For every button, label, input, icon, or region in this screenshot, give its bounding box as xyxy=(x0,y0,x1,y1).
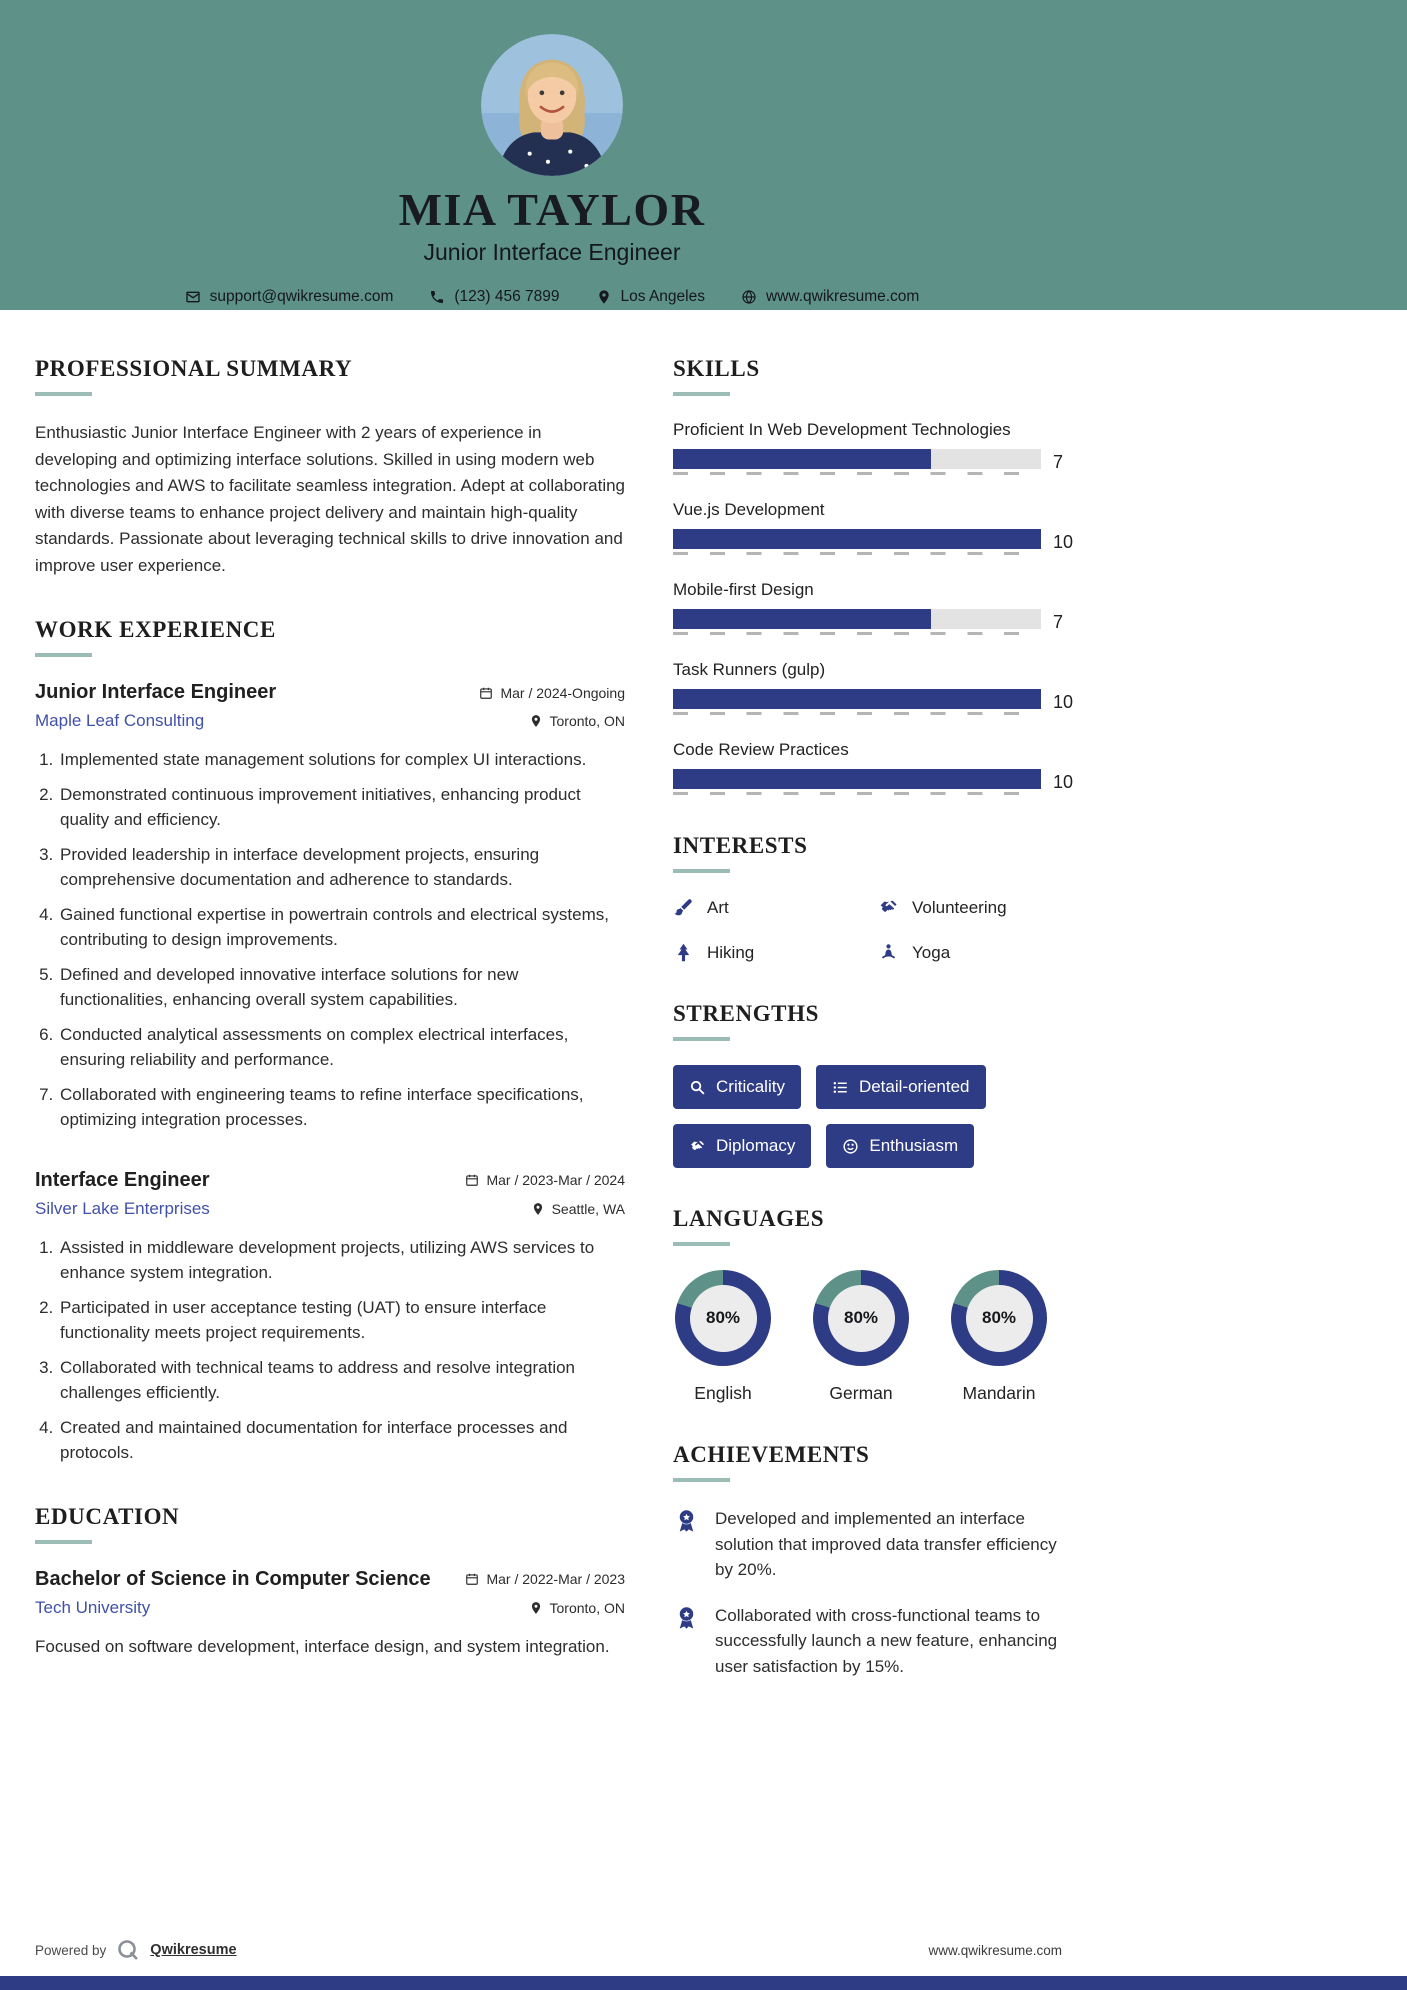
achievement-text: Collaborated with cross-functional teams to successfully launch a new feature, enhancing user satisfaction by 15%. xyxy=(715,1605,1058,1676)
interest-label: Art xyxy=(707,897,729,917)
language-label: English xyxy=(694,1383,752,1403)
yoga-icon xyxy=(878,942,899,963)
heading-rule xyxy=(673,1242,730,1246)
strength-label: Enthusiasm xyxy=(869,1136,959,1155)
phone-text: (123) 456 7899 xyxy=(454,288,560,306)
skill-item xyxy=(673,580,1070,635)
education-description: Focused on software development, interface design, and system integration. xyxy=(35,1636,610,1656)
summary-heading: PROFESSIONAL SUMMARY xyxy=(35,356,353,381)
magnifier-icon xyxy=(689,1079,706,1096)
strength-pill xyxy=(826,1124,974,1168)
achievements-heading: ACHIEVEMENTS xyxy=(673,1442,870,1467)
skill-value: 10 xyxy=(1053,691,1074,712)
map-pin-icon xyxy=(529,1601,543,1615)
map-pin-icon xyxy=(529,714,543,728)
experience-bullet: 4. Created and maintained documentation for interface processes and protocols. xyxy=(58,1415,625,1466)
interests-heading: INTERESTS xyxy=(673,833,808,858)
powered-by xyxy=(35,1938,237,1962)
paintbrush-icon xyxy=(673,897,694,918)
skill-bar xyxy=(673,769,1041,795)
skills-heading: SKILLS xyxy=(673,356,760,381)
skill-label: Code Review Practices xyxy=(673,740,849,759)
language-label: German xyxy=(829,1383,893,1403)
language-item xyxy=(811,1270,911,1404)
map-pin-icon xyxy=(596,289,612,305)
location-text: Los Angeles xyxy=(620,288,705,306)
experience-bullet: 7. Collaborated with engineering teams to refine interface specifications, optimizing integration processes. xyxy=(58,1082,625,1133)
company-link[interactable]: Maple Leaf Consulting xyxy=(35,711,205,731)
achievement-icon xyxy=(673,1605,700,1632)
heading-rule xyxy=(673,869,730,873)
languages-heading: LANGUAGES xyxy=(673,1206,825,1231)
experience-bullet: 1. Implemented state management solutions for complex UI interactions. xyxy=(58,747,625,773)
candidate-name: MIA TAYLOR xyxy=(398,184,706,235)
strength-pills xyxy=(673,1065,1070,1168)
right-column xyxy=(673,356,1074,1717)
job-head xyxy=(35,1169,625,1192)
skill-item xyxy=(673,420,1070,475)
skill-label: Mobile-first Design xyxy=(673,580,814,599)
language-item xyxy=(949,1270,1049,1404)
heading-rule xyxy=(35,1540,92,1544)
education-entry xyxy=(35,1568,625,1660)
mail-icon xyxy=(185,289,201,305)
skill-bar-fill xyxy=(673,769,1041,789)
education-dates-text: Mar / 2022-Mar / 2023 xyxy=(486,1571,625,1588)
heading-rule xyxy=(673,1478,730,1482)
section-skills xyxy=(673,356,1074,795)
job-dates-text: Mar / 2023-Mar / 2024 xyxy=(486,1172,625,1189)
education-dates xyxy=(465,1571,625,1587)
contact-row xyxy=(185,288,920,306)
smiley-icon xyxy=(842,1138,859,1155)
job-title: Junior Interface Engineer xyxy=(35,681,277,704)
strength-pill xyxy=(816,1065,986,1109)
job-location xyxy=(531,1201,625,1217)
phone-icon xyxy=(429,289,445,305)
pine-tree-icon xyxy=(673,942,694,963)
strength-pill xyxy=(673,1065,801,1109)
skill-bar-ticks xyxy=(673,792,1041,795)
skill-value: 10 xyxy=(1053,771,1074,792)
job-head xyxy=(35,681,625,704)
portrait-photo xyxy=(481,34,623,176)
skill-bar-ticks xyxy=(673,712,1041,715)
education-location xyxy=(529,1600,625,1616)
education-location-text: Toronto, ON xyxy=(549,1599,625,1616)
section-interests xyxy=(673,833,1070,963)
skill-value: 10 xyxy=(1053,531,1074,552)
job-entry xyxy=(35,681,625,1133)
language-donut-chart xyxy=(951,1270,1047,1366)
skill-bar xyxy=(673,529,1041,555)
section-education xyxy=(35,1504,625,1660)
skill-bar-ticks xyxy=(673,552,1041,555)
skill-bar xyxy=(673,609,1041,635)
heading-rule xyxy=(35,653,92,657)
strength-pill xyxy=(673,1124,811,1168)
calendar-icon xyxy=(479,686,493,700)
experience-bullet: 3. Provided leadership in interface development projects, ensuring comprehensive documentation and adherence to standards. xyxy=(58,842,625,893)
header xyxy=(0,0,1407,310)
summary-text: Enthusiastic Junior Interface Engineer with 2 years of experience in developing and optimizing interface solutions. Skilled in using modern web technologies and AWS to facilitate seamless integration. Adept at collaborating with diverse teams to enhance project delivery and maintain high-quality standards. Passionate about leveraging technical skills to drive innovation and improve user experience. xyxy=(35,423,626,575)
strength-label: Diplomacy xyxy=(716,1136,796,1155)
strengths-heading: STRENGTHS xyxy=(673,1001,820,1026)
globe-icon xyxy=(741,289,757,305)
email-text: support@qwikresume.com xyxy=(209,288,394,306)
job-subhead xyxy=(35,1199,625,1219)
strength-label: Detail-oriented xyxy=(858,1077,970,1096)
degree-title: Bachelor of Science in Computer Science xyxy=(35,1567,431,1590)
experience-bullet: 5. Defined and developed innovative interface solutions for new functionalities, enhancing overall system capabilities. xyxy=(58,962,625,1013)
company-link[interactable]: Silver Lake Enterprises xyxy=(35,1198,210,1218)
skill-bar-fill xyxy=(673,609,931,629)
list-icon xyxy=(832,1079,849,1096)
job-dates-text: Mar / 2024-Ongoing xyxy=(500,684,625,701)
skill-bar-fill xyxy=(673,529,1041,549)
interest-label: Hiking xyxy=(707,942,755,962)
interest-item xyxy=(878,942,1070,963)
skill-bar-ticks xyxy=(673,472,1041,475)
main-content xyxy=(0,310,1407,1717)
job-dates xyxy=(465,1172,625,1188)
handshake-icon xyxy=(878,897,899,918)
contact-phone[interactable] xyxy=(429,288,559,306)
section-achievements xyxy=(673,1442,1070,1679)
language-percent: 80% xyxy=(690,1285,757,1352)
experience-bullet: 2. Demonstrated continuous improvement initiatives, enhancing product quality and efficiency. xyxy=(58,782,625,833)
skill-value: 7 xyxy=(1053,611,1064,632)
job-location-text: Seattle, WA xyxy=(551,1200,625,1217)
heading-rule xyxy=(673,1037,730,1041)
skill-label: Task Runners (gulp) xyxy=(673,660,826,679)
section-experience xyxy=(35,617,625,1466)
job-location-text: Toronto, ON xyxy=(549,713,625,730)
language-donut-chart xyxy=(675,1270,771,1366)
job-entry xyxy=(35,1169,625,1466)
interest-label: Volunteering xyxy=(912,897,1007,917)
skill-bar-fill xyxy=(673,689,1041,709)
handshake-icon xyxy=(689,1138,706,1155)
job-title: Interface Engineer xyxy=(35,1168,210,1191)
interests-grid xyxy=(673,897,1070,963)
map-pin-icon xyxy=(531,1202,545,1216)
achievement-item xyxy=(673,1603,1070,1680)
strength-label: Criticality xyxy=(716,1077,785,1096)
school-link[interactable]: Tech University xyxy=(35,1597,151,1617)
experience-bullet: 3. Collaborated with technical teams to address and resolve integration challenges efficiently. xyxy=(58,1355,625,1406)
calendar-icon xyxy=(465,1572,479,1586)
job-location xyxy=(529,713,625,729)
calendar-icon xyxy=(465,1173,479,1187)
heading-rule xyxy=(673,392,730,396)
education-subhead xyxy=(35,1598,625,1618)
footer xyxy=(35,1938,1062,1962)
section-summary xyxy=(35,356,625,579)
heading-rule xyxy=(35,392,92,396)
language-item xyxy=(673,1270,773,1404)
language-donut-chart xyxy=(813,1270,909,1366)
achievement-icon xyxy=(673,1508,700,1535)
language-label: Mandarin xyxy=(962,1383,1036,1403)
job-bullet-list xyxy=(35,747,625,1133)
section-languages xyxy=(673,1206,1070,1404)
header-inner xyxy=(0,0,1104,310)
education-heading: EDUCATION xyxy=(35,1503,180,1529)
interest-item xyxy=(673,897,878,918)
experience-bullet: 2. Participated in user acceptance testing (UAT) to ensure interface functionality meets project requirements. xyxy=(58,1295,625,1346)
skill-item xyxy=(673,500,1074,555)
footer-website[interactable]: www.qwikresume.com xyxy=(928,1942,1062,1958)
skill-label: Proficient In Web Development Technologies xyxy=(673,420,1011,439)
qwikresume-logo xyxy=(116,1938,140,1962)
job-dates xyxy=(479,685,625,701)
website-text: www.qwikresume.com xyxy=(766,288,920,306)
achievement-item xyxy=(673,1506,1070,1583)
experience-bullet: 6. Conducted analytical assessments on complex electrical interfaces, ensuring reliability and performance. xyxy=(58,1022,625,1073)
skill-item xyxy=(673,740,1074,795)
language-percent: 80% xyxy=(966,1285,1033,1352)
experience-bullet: 4. Gained functional expertise in powertrain controls and electrical systems, contributing to design improvements. xyxy=(58,902,625,953)
contact-website[interactable] xyxy=(741,288,919,306)
contact-email[interactable] xyxy=(185,288,394,306)
skill-bar xyxy=(673,449,1041,475)
skill-value: 7 xyxy=(1053,451,1064,472)
skill-label: Vue.js Development xyxy=(673,500,825,519)
experience-heading: WORK EXPERIENCE xyxy=(35,617,276,643)
language-donuts xyxy=(673,1270,1070,1404)
left-column xyxy=(35,356,625,1717)
job-bullet-list xyxy=(35,1235,625,1466)
experience-bullet: 1. Assisted in middleware development projects, utilizing AWS services to enhance system integration. xyxy=(58,1235,625,1286)
interest-item xyxy=(878,897,1070,918)
section-strengths xyxy=(673,1001,1070,1168)
skill-bar-ticks xyxy=(673,632,1041,635)
skill-item xyxy=(673,660,1074,715)
language-percent: 80% xyxy=(828,1285,895,1352)
interest-label: Yoga xyxy=(912,942,951,962)
interest-item xyxy=(673,942,878,963)
candidate-title: Junior Interface Engineer xyxy=(423,239,681,266)
powered-by-text: Powered by xyxy=(35,1942,107,1958)
bottom-accent-strip xyxy=(0,1976,1407,1990)
skill-bar-fill xyxy=(673,449,931,469)
qwikresume-link[interactable]: Qwikresume xyxy=(150,1942,237,1958)
education-head xyxy=(35,1568,625,1591)
avatar xyxy=(481,34,623,176)
skill-bar xyxy=(673,689,1041,715)
achievement-text: Developed and implemented an interface solution that improved data transfer efficiency by 20%. xyxy=(715,1509,1057,1579)
contact-location xyxy=(596,288,705,306)
job-subhead xyxy=(35,711,625,731)
